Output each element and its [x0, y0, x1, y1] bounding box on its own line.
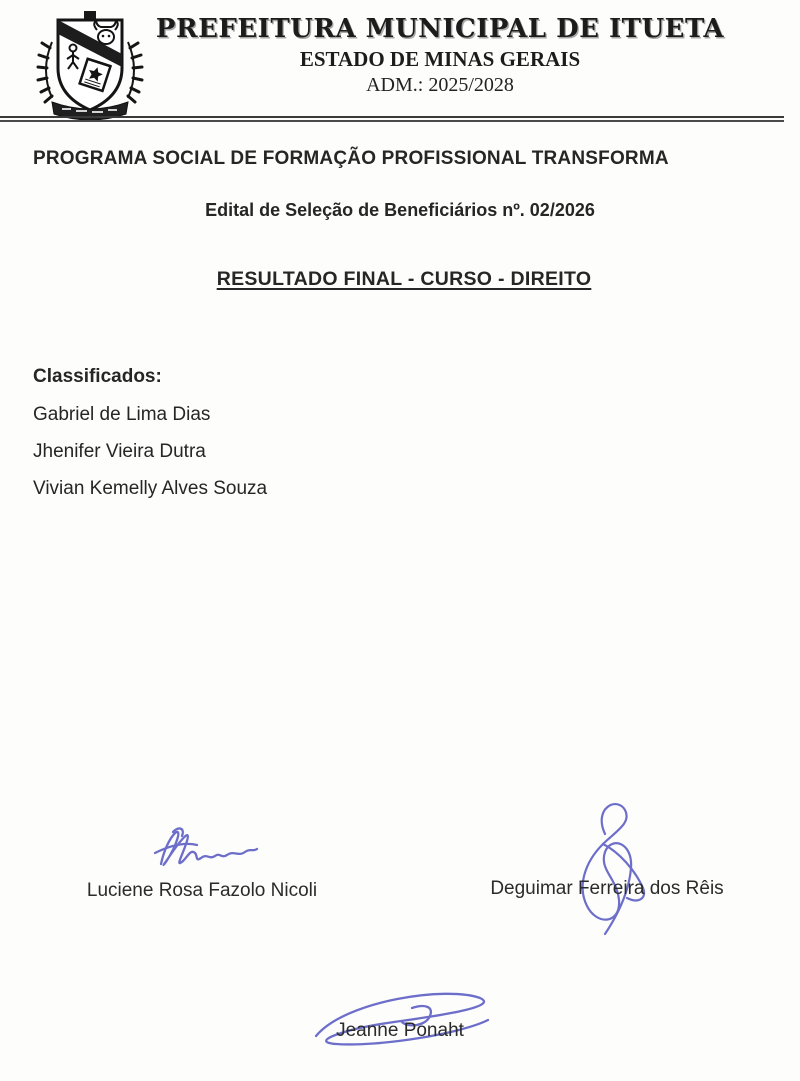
signatory-name: Jeanne Ponaht	[336, 1020, 464, 1041]
result-title-wrap	[0, 268, 800, 291]
handwritten-signature-icon	[127, 818, 277, 878]
signature-block-left	[32, 818, 372, 902]
classified-name: Gabriel de Lima Dias	[33, 404, 211, 425]
header	[95, 14, 785, 97]
handwritten-signature-icon	[555, 800, 660, 938]
administration-period: ADM.: 2025/2028	[366, 74, 514, 96]
municipality-title: PREFEITURA MUNICIPAL DE ITUETA	[155, 14, 725, 44]
state-subtitle: ESTADO DE MINAS GERAIS	[299, 47, 581, 71]
signature-block-right	[437, 800, 777, 900]
header-divider	[0, 116, 784, 122]
result-title: RESULTADO FINAL - CURSO - DIREITO	[216, 268, 592, 290]
program-title: PROGRAMA SOCIAL DE FORMAÇÃO PROFISSIONAL TRANSFORMA	[33, 148, 669, 169]
edital-subtitle: Edital de Seleção de Beneficiários nº. 02/2026	[205, 200, 595, 220]
classified-name: Jhenifer Vieira Dutra	[33, 441, 206, 462]
signatory-name: Luciene Rosa Fazolo Nicoli	[86, 880, 318, 901]
classified-heading: Classificados:	[33, 366, 162, 387]
signatory-name: Deguimar Ferreira dos Rêis	[490, 878, 724, 899]
signature-block-bottom	[230, 986, 570, 1042]
classified-name: Vivian Kemelly Alves Souza	[33, 478, 268, 499]
